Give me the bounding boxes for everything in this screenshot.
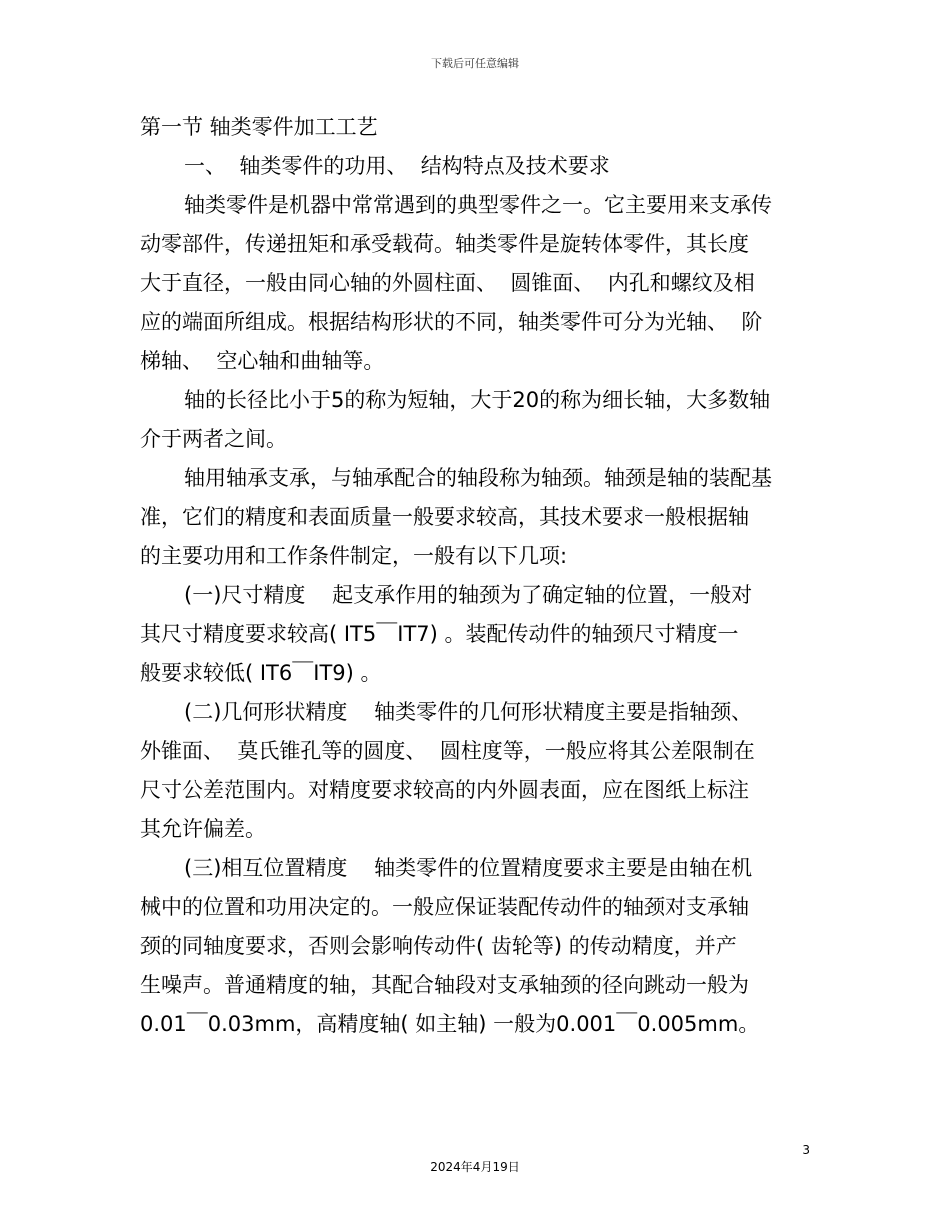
footer-date: 2024年4月19日 — [430, 1160, 520, 1174]
paragraph-line: (二)几何形状精度 轴类零件的几何形状精度主要是指轴颈、 — [184, 700, 753, 724]
paragraph-line: 准，它们的精度和表面质量一般要求较高，其技术要求一般根据轴 — [140, 505, 749, 529]
paragraph-line: (三)相互位置精度 轴类零件的位置精度要求主要是由轴在机 — [184, 856, 753, 880]
paragraph-line: 大于直径，一般由同心轴的外圆柱面、 圆锥面、 内孔和螺纹及相 — [140, 271, 755, 295]
paragraph-line: 生噪声。普通精度的轴，其配合轴段对支承轴颈的径向跳动一般为 — [140, 973, 749, 997]
paragraph-line: 轴用轴承支承，与轴承配合的轴段称为轴颈。轴颈是轴的装配基 — [184, 466, 772, 490]
paragraph-line: 0.01￣0.03mm，高精度轴( 如主轴) 一般为0.001￣0.005mm。 — [140, 1012, 760, 1036]
paragraph-line: 颈的同轴度要求，否则会影响传动件( 齿轮等) 的传动精度，并产 — [140, 934, 737, 958]
paragraph-line: 尺寸公差范围内。对精度要求较高的内外圆表面，应在图纸上标注 — [140, 778, 749, 802]
paragraph-line: 动零部件，传递扭矩和承受载荷。轴类零件是旋转体零件，其长度 — [140, 232, 749, 256]
paragraph-line: 外锥面、 莫氏锥孔等的圆度、 圆柱度等，一般应将其公差限制在 — [140, 739, 755, 763]
section-heading: 一、 轴类零件的功用、 结构特点及技术要求 — [184, 154, 610, 178]
paragraph-line: 介于两者之间。 — [140, 427, 287, 451]
paragraph-line: 般要求较低( IT6￣IT9) 。 — [140, 661, 382, 685]
paragraph-line: 其允许偏差。 — [140, 817, 266, 841]
paragraph-line: 梯轴、 空心轴和曲轴等。 — [140, 349, 385, 373]
section-title: 第一节 轴类零件加工工艺 — [140, 115, 378, 139]
paragraph-line: 的主要功用和工作条件制定，一般有以下几项: — [140, 544, 568, 568]
document-body — [140, 108, 820, 1044]
paragraph-line: 轴类零件是机器中常常遇到的典型零件之一。它主要用来支承传 — [184, 193, 772, 217]
header-note: 下载后可任意编辑 — [431, 57, 519, 70]
paragraph-line: 应的端面所组成。根据结构形状的不同，轴类零件可分为光轴、 阶 — [140, 310, 763, 334]
paragraph-line: (一)尺寸精度 起支承作用的轴颈为了确定轴的位置，一般对 — [184, 583, 753, 607]
page-number: 3 — [802, 1143, 810, 1157]
paragraph-line: 轴的长径比小于5的称为短轴，大于20的称为细长轴，大多数轴 — [184, 388, 771, 412]
paragraph-line: 其尺寸精度要求较高( IT5￣IT7) 。装配传动件的轴颈尺寸精度一 — [140, 622, 739, 646]
paragraph-line: 械中的位置和功用决定的。一般应保证装配传动件的轴颈对支承轴 — [140, 895, 749, 919]
